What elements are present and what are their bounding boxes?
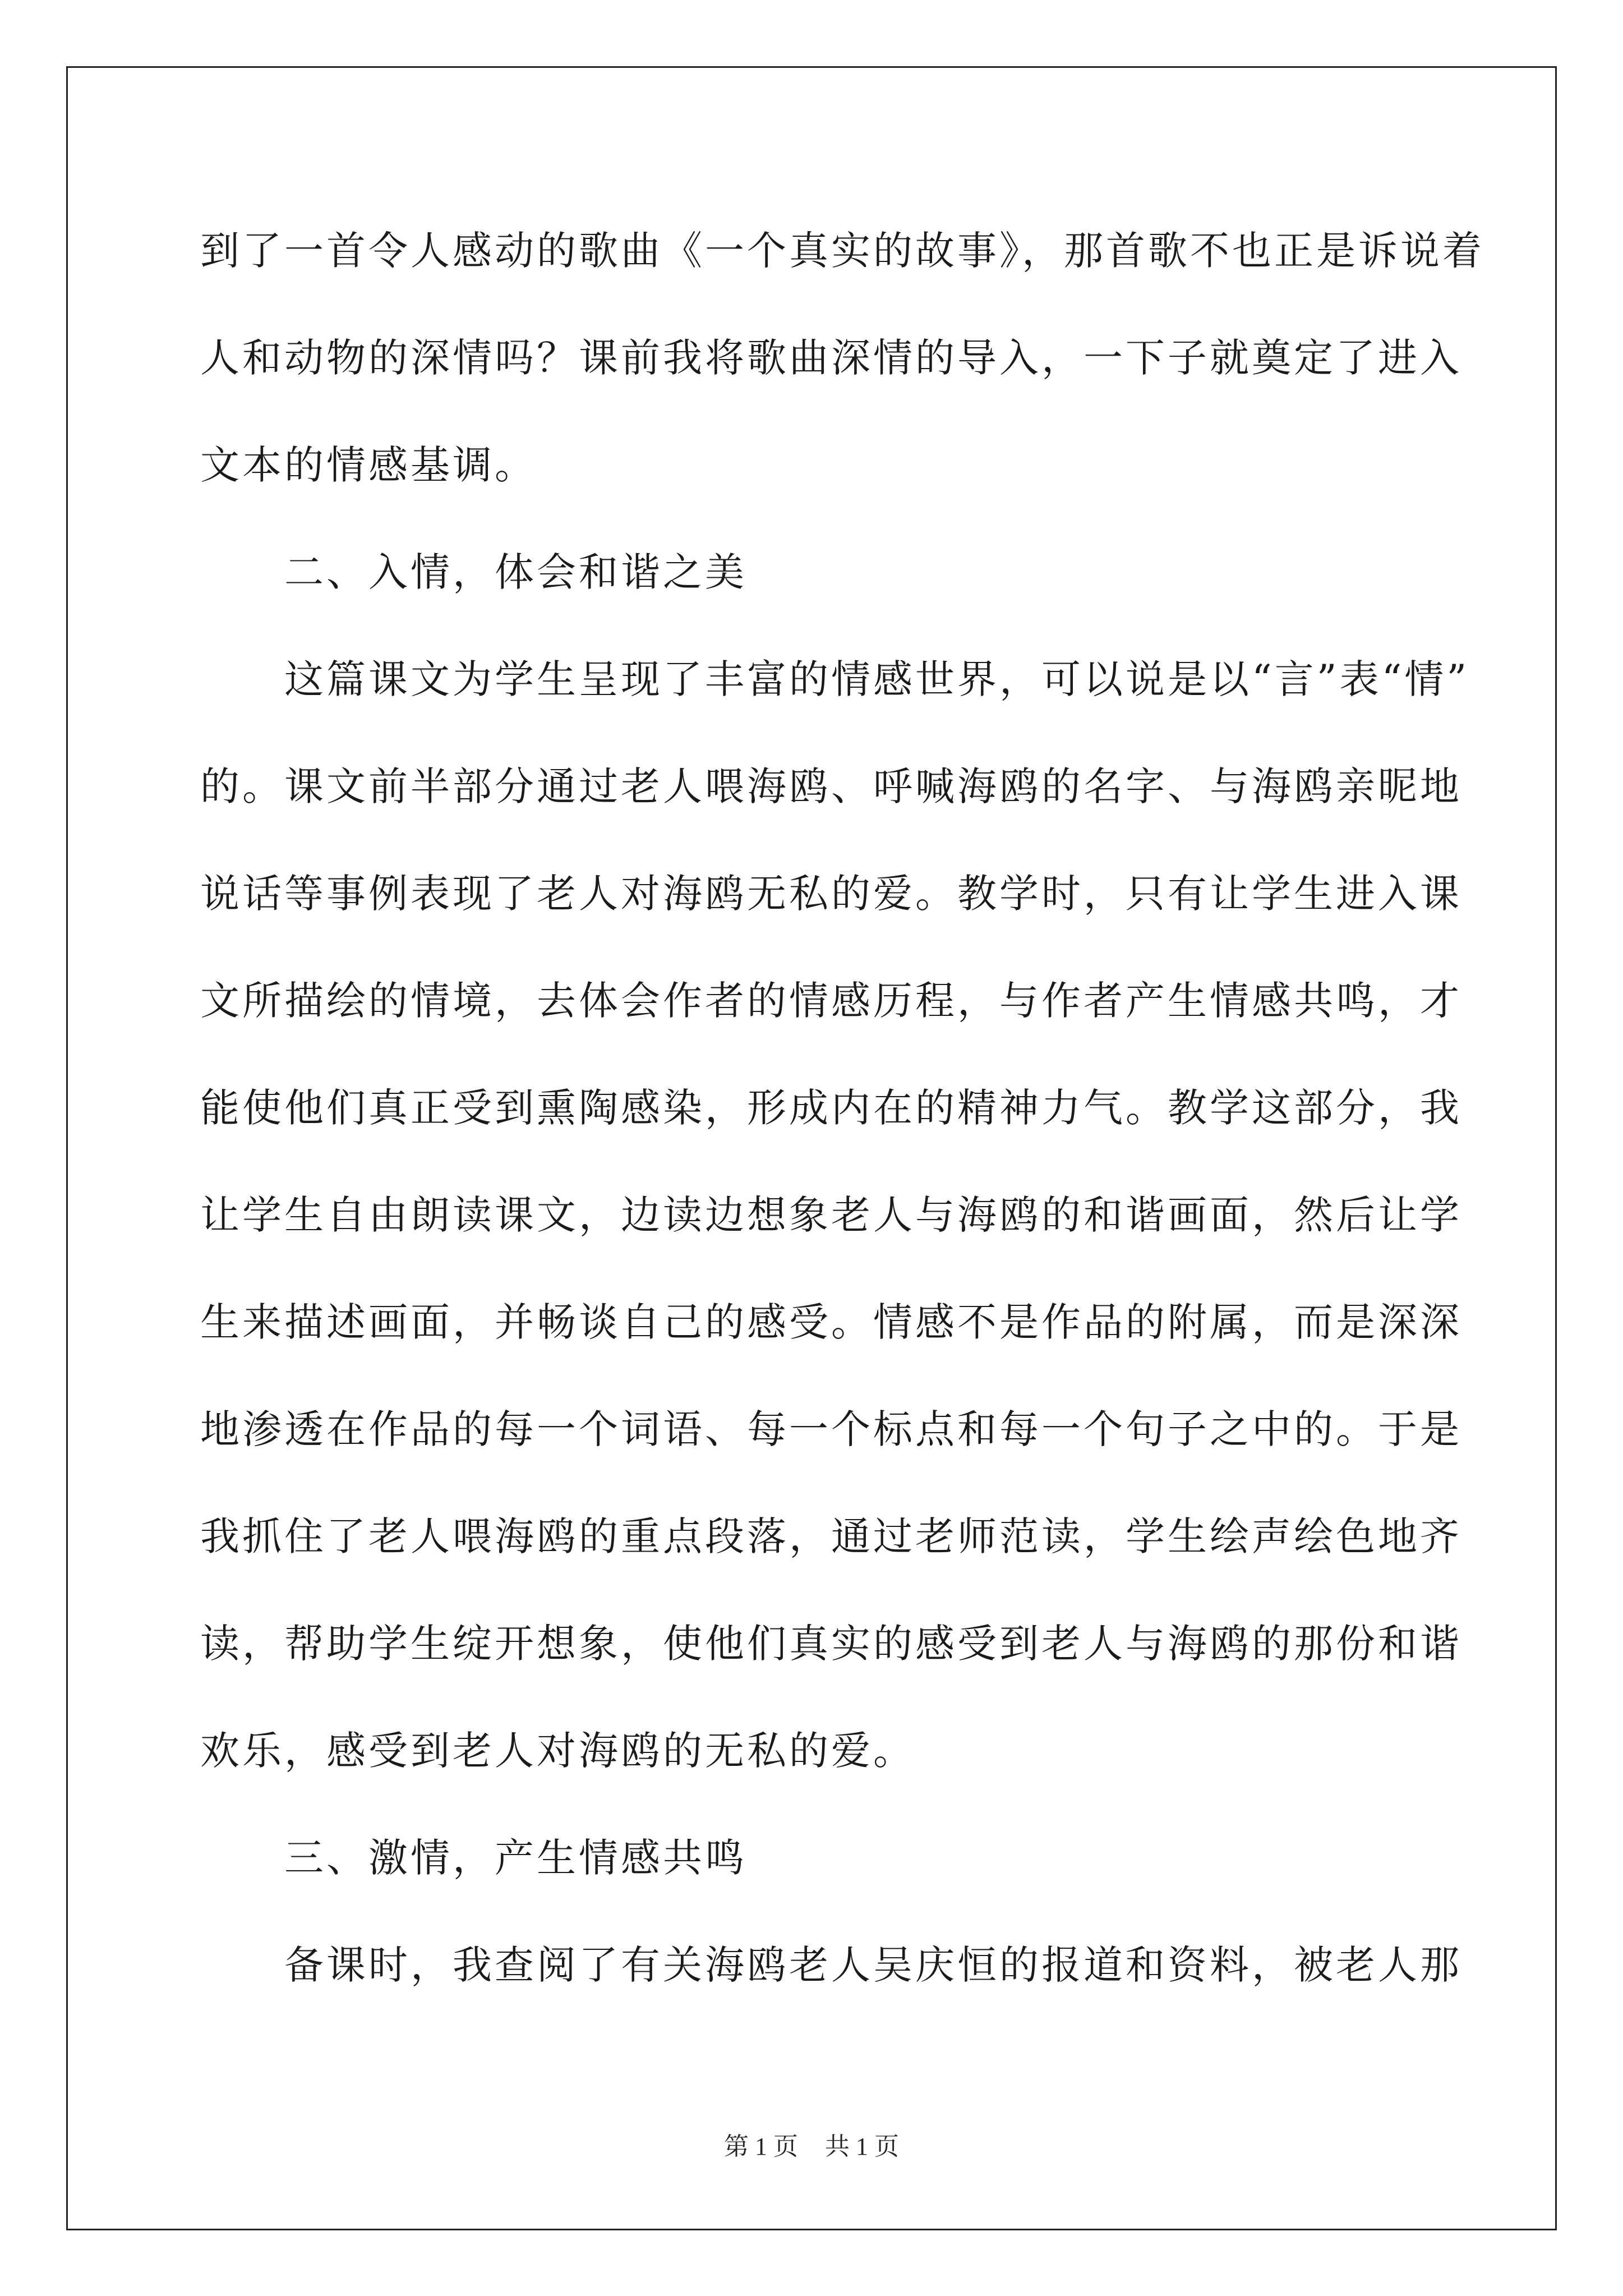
text-line: 的。课文前半部分通过老人喂海鸥、呼喊海鸥的名字、与海鸥亲昵地 <box>200 763 1462 809</box>
page-total: 共 1 页 <box>825 2133 899 2160</box>
page-footer <box>0 2126 1623 2162</box>
text-line: 能使他们真正受到熏陶感染，形成内在的精神力气。教学这部分，我 <box>200 1085 1462 1131</box>
text-line: 备课时，我查阅了有关海鸥老人吴庆恒的报道和资料，被老人那 <box>200 1942 1462 1988</box>
text-line: 说话等事例表现了老人对海鸥无私的爱。教学时，只有让学生进入课 <box>200 871 1462 917</box>
text-line: 让学生自由朗读课文，边读边想象老人与海鸥的和谐画面，然后让学 <box>200 1192 1462 1238</box>
document-body <box>200 209 1484 2030</box>
section-heading: 三、激情，产生情感共鸣 <box>200 1835 747 1881</box>
page-number: 第 1 页 <box>724 2133 798 2160</box>
text-line: 读，帮助学生绽开想象，使他们真实的感受到老人与海鸥的那份和谐 <box>200 1621 1462 1667</box>
text-line: 生来描述画面，并畅谈自己的感受。情感不是作品的附属，而是深深 <box>200 1299 1462 1345</box>
text-line: 欢乐，感受到老人对海鸥的无私的爱。 <box>200 1728 915 1774</box>
text-line: 文所描绘的情境，去体会作者的情感历程，与作者产生情感共鸣，才 <box>200 978 1462 1024</box>
text-line: 这篇课文为学生呈现了丰富的情感世界，可以说是以“言”表“情” <box>200 656 1470 702</box>
text-line: 文本的情感基调。 <box>200 442 537 488</box>
section-heading: 二、入情，体会和谐之美 <box>200 549 747 595</box>
text-line: 人和动物的深情吗？课前我将歌曲深情的导入，一下子就奠定了进入 <box>200 335 1462 381</box>
text-line: 我抓住了老人喂海鸥的重点段落，通过老师范读，学生绘声绘色地齐 <box>200 1513 1462 1559</box>
text-line: 到了一首令人感动的歌曲《一个真实的故事》，那首歌不也正是诉说着 <box>200 228 1484 274</box>
text-line: 地渗透在作品的每一个词语、每一个标点和每一个句子之中的。于是 <box>200 1406 1462 1452</box>
